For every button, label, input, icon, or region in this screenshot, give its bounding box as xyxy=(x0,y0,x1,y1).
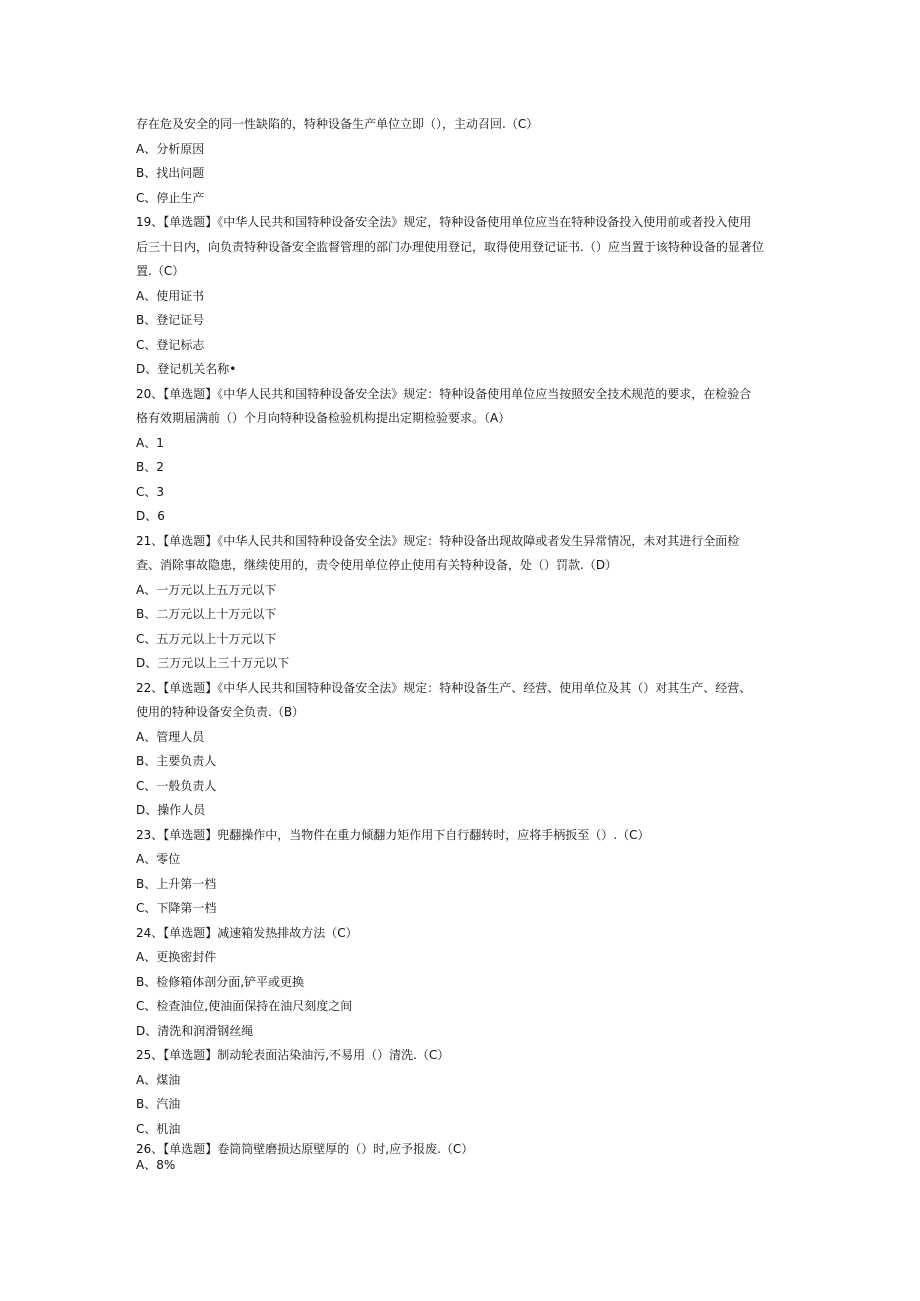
option-line: B、登记证号 xyxy=(136,313,205,327)
option-line: A、零位 xyxy=(136,852,181,866)
option-line: A、一万元以上五万元以下 xyxy=(136,582,277,597)
question-24: 24、【单选题】减速箱发热排故方法（C） xyxy=(136,925,358,940)
option-line: B、找出问题 xyxy=(136,166,205,180)
question-20-cont: 格有效期届满前（）个月向特种设备检验机构提出定期检验要求。（A） xyxy=(136,411,511,425)
option-line: A、8% xyxy=(136,1158,176,1172)
document-body xyxy=(136,112,786,1173)
option-line: B、主要负责人 xyxy=(136,754,217,768)
option-line: C、3 xyxy=(136,484,165,499)
option-line: D、登记机关名称• xyxy=(136,362,237,376)
question-22: 22、【单选题】《中华人民共和国特种设备安全法》规定：特种设备生产、经营、使用单位及其（）对其生产、经营、 xyxy=(136,680,752,695)
question-25: 25、【单选题】制动轮表面沾染油污,不易用（）清洗.（C） xyxy=(136,1048,450,1062)
option-line: B、检修箱体剖分面,铲平或更换 xyxy=(136,974,305,989)
option-line: C、检查油位,使油面保持在油尺刻度之间 xyxy=(136,999,353,1013)
question-19: 19、【单选题】《中华人民共和国特种设备安全法》规定，特种设备使用单位应当在特种设备投入使用前或者投入使用 xyxy=(136,215,752,229)
question-20: 20、【单选题】《中华人民共和国特种设备安全法》规定：特种设备使用单位应当按照安全技术规范的要求，在检验合 xyxy=(136,386,752,401)
option-line: B、上升第一档 xyxy=(136,876,217,891)
question-19-cont: 置.（C） xyxy=(136,264,185,278)
question-19-cont: 后三十日内，向负责特种设备安全监督管理的部门办理使用登记，取得使用登记证书.（）应当置于该特种设备的显著位 xyxy=(136,239,764,254)
option-line: A、煤油 xyxy=(136,1072,181,1087)
option-line: C、一般负责人 xyxy=(136,778,217,793)
option-line: C、下降第一档 xyxy=(136,901,217,915)
option-line: A、使用证书 xyxy=(136,288,205,303)
option-line: A、分析原因 xyxy=(136,141,205,156)
option-line: D、6 xyxy=(136,509,165,523)
option-line: D、三万元以上三十万元以下 xyxy=(136,656,290,670)
option-line: B、2 xyxy=(136,460,164,474)
question-21-cont: 查、消除事故隐患，继续使用的，责令使用单位停止使用有关特种设备，处（）罚款.（D） xyxy=(136,558,618,572)
option-line: B、二万元以上十万元以下 xyxy=(136,607,277,621)
question-26: 26、【单选题】卷筒筒壁磨损达原壁厚的（）时,应予报废.（C） xyxy=(136,1142,474,1156)
question-22-cont: 使用的特种设备安全负责.（B） xyxy=(136,705,305,719)
option-line: C、五万元以上十万元以下 xyxy=(136,631,277,646)
option-line: C、机油 xyxy=(136,1121,181,1136)
text-line: 存在危及安全的同一性缺陷的，特种设备生产单位立即（），主动召回.（C） xyxy=(136,117,539,131)
option-line: B、汽油 xyxy=(136,1097,181,1111)
question-21: 21、【单选题】《中华人民共和国特种设备安全法》规定：特种设备出现故障或者发生异常情况，未对其进行全面检 xyxy=(136,533,740,548)
option-line: D、操作人员 xyxy=(136,803,206,817)
option-line: A、1 xyxy=(136,435,164,450)
option-line: D、清洗和润滑钢丝绳 xyxy=(136,1023,254,1038)
option-line: A、管理人员 xyxy=(136,729,205,744)
option-line: C、停止生产 xyxy=(136,190,205,205)
option-line: C、登记标志 xyxy=(136,337,205,352)
question-23: 23、【单选题】兜翻操作中，当物件在重力倾翻力矩作用下自行翻转时，应将手柄扳至（）.（C） xyxy=(136,827,650,842)
option-line: A、更换密封件 xyxy=(136,950,217,964)
